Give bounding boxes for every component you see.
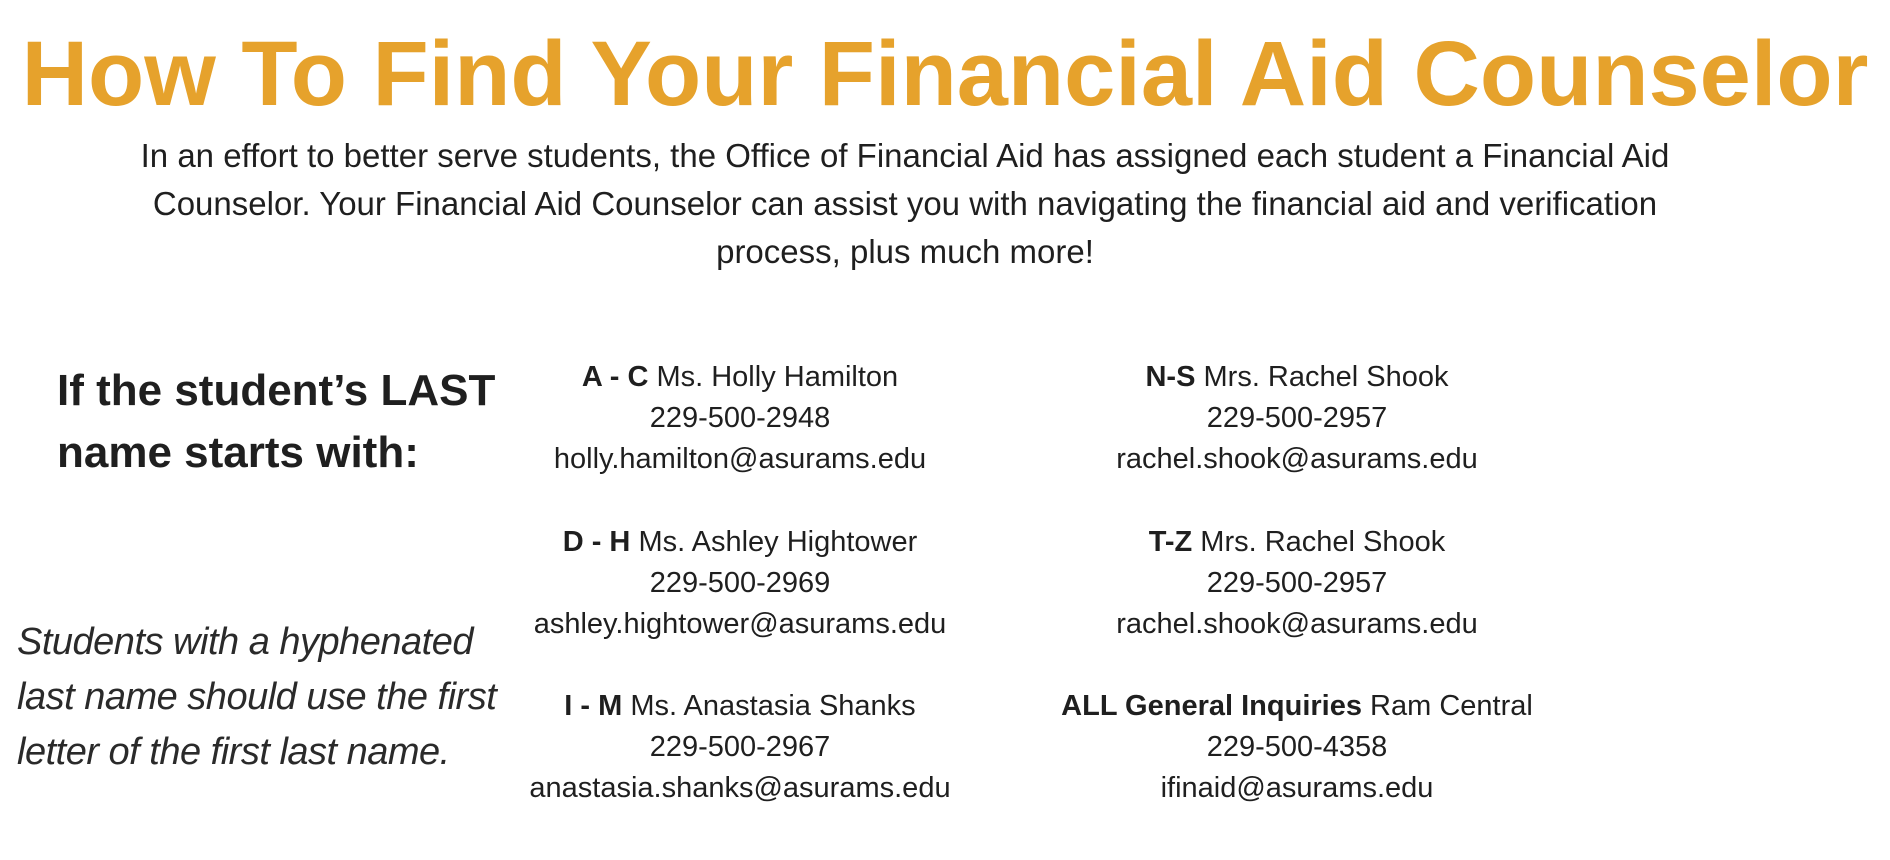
note-line: letter of the first last name. [17,731,450,773]
counselor-email: rachel.shook@asurams.edu [1116,608,1478,640]
counselor-header [490,522,990,563]
heading-line: If the student’s LAST [57,366,496,415]
intro-paragraph [70,132,1740,276]
last-name-heading [57,360,537,484]
counselor-name: Mrs. Rachel Shook [1203,361,1449,393]
heading-line: name starts with: [57,428,419,477]
counselor-phone: 229-500-2969 [649,567,831,599]
counselor-header [490,357,990,398]
counselor-card-i-m [490,686,990,809]
hyphenated-name-note [17,615,537,780]
counselor-phone: 229-500-2967 [649,731,831,763]
name-range: N-S [1145,361,1196,393]
counselor-email: anastasia.shanks@asurams.edu [529,772,951,804]
general-inquiries-card [1017,686,1577,809]
counselor-header [1047,522,1547,563]
counselor-card-t-z [1047,522,1547,645]
counselor-header [490,686,990,727]
counselor-card-a-c [490,357,990,480]
page-title: How To Find Your Financial Aid Counselor [21,23,1869,125]
counselor-name: Ram Central [1370,690,1533,722]
counselor-phone: 229-500-2957 [1206,567,1388,599]
counselor-email: rachel.shook@asurams.edu [1116,443,1478,475]
intro-line: Counselor. Your Financial Aid Counselor can assist you with navigating the financial aid and verification [152,185,1658,222]
intro-line: In an effort to better serve students, the Office of Financial Aid has assigned each student a Financial Aid [140,137,1670,174]
counselor-email: holly.hamilton@asurams.edu [553,443,927,475]
counselor-name: Mrs. Rachel Shook [1200,526,1446,558]
counselor-name: Ms. Holly Hamilton [656,361,899,393]
name-range: T-Z [1148,526,1193,558]
name-range: I - M [564,690,623,722]
counselor-card-n-s [1047,357,1547,480]
name-range: ALL General Inquiries [1061,690,1362,722]
intro-line: process, plus much more! [716,233,1094,270]
counselor-phone: 229-500-2957 [1206,402,1388,434]
counselor-name: Ms. Anastasia Shanks [630,690,916,722]
counselor-card-d-h [490,522,990,645]
name-range: A - C [581,361,649,393]
counselor-header [1047,357,1547,398]
counselor-name: Ms. Ashley Hightower [638,526,918,558]
note-line: Students with a hyphenated [17,621,474,663]
note-line: last name should use the first [17,676,497,718]
counselor-header [1017,686,1577,727]
counselor-email: ifinaid@asurams.edu [1160,772,1434,804]
name-range: D - H [562,526,631,558]
counselor-phone: 229-500-2948 [649,402,831,434]
counselor-phone: 229-500-4358 [1206,731,1388,763]
counselor-email: ashley.hightower@asurams.edu [533,608,947,640]
